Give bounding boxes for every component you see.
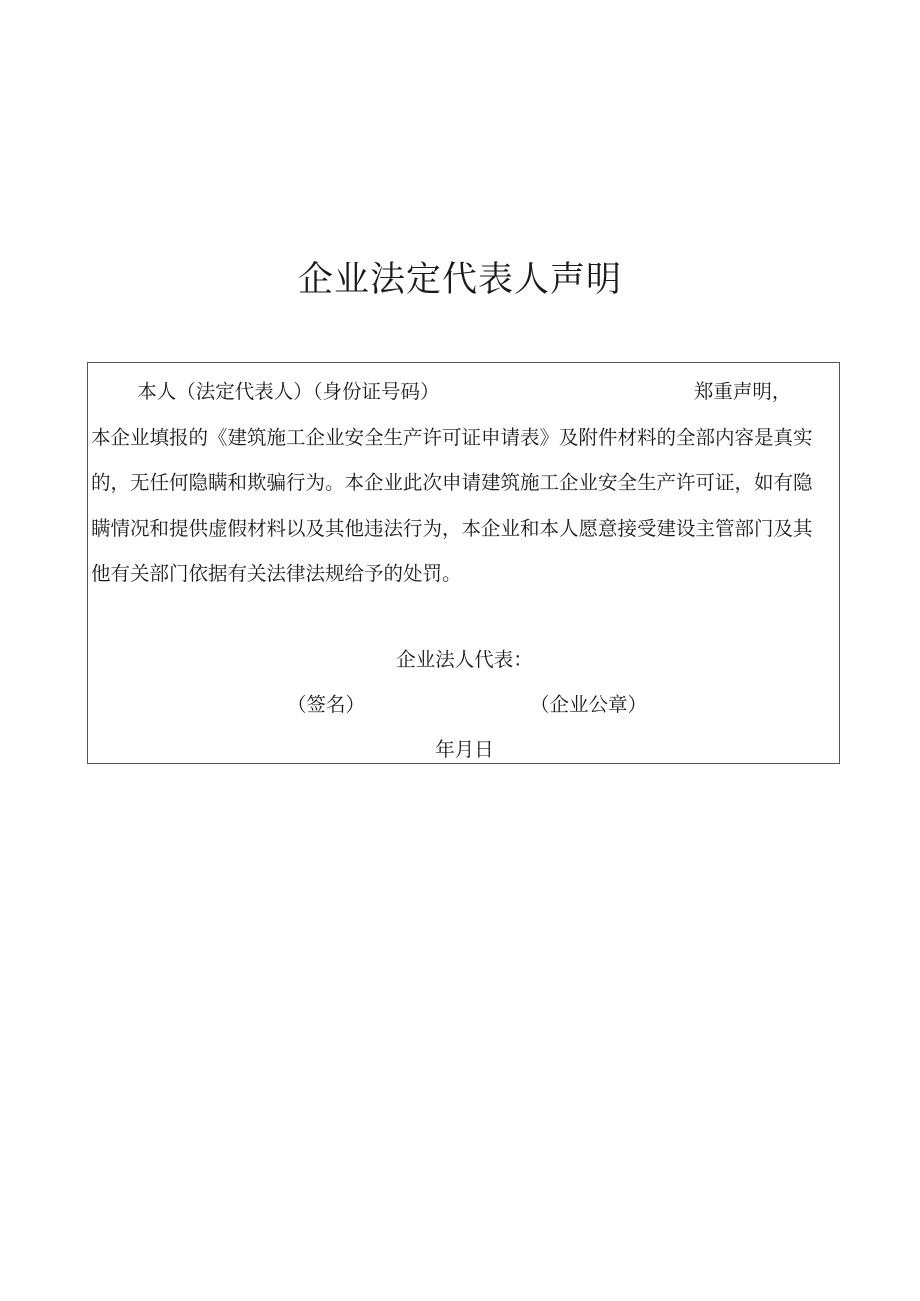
- declaration-line: 他有关部门依据有关法律法规给予的处罚。: [91, 562, 462, 585]
- declaration-first-line: [91, 369, 841, 415]
- company-seal-field: （企业公章）: [530, 693, 648, 716]
- date-field: 年月日: [435, 738, 494, 761]
- document-title: 企业法定代表人声明: [297, 260, 622, 300]
- declaration-line: 瞒情况和提供虚假材料以及其他违法行为，本企业和本人愿意接受建设主管部门及其: [91, 516, 813, 540]
- declaration-box: [87, 362, 840, 764]
- declaration-text: [91, 369, 841, 597]
- declaration-line: 本企业填报的《建筑施工企业安全生产许可证申请表》及附件材料的全部内容是真实: [91, 425, 813, 449]
- declaration-line: 的，无任何隐瞒和欺骗行为。本企业此次申请建筑施工企业安全生产许可证，如有隐: [91, 471, 813, 494]
- declaration-intro: 本人（法定代表人）（身份证号码）: [137, 380, 440, 403]
- legal-representative-label: 企业法人代表：: [396, 648, 533, 671]
- signature-field: （签名）: [287, 693, 366, 716]
- declaration-solemn: 郑重声明，: [693, 380, 792, 403]
